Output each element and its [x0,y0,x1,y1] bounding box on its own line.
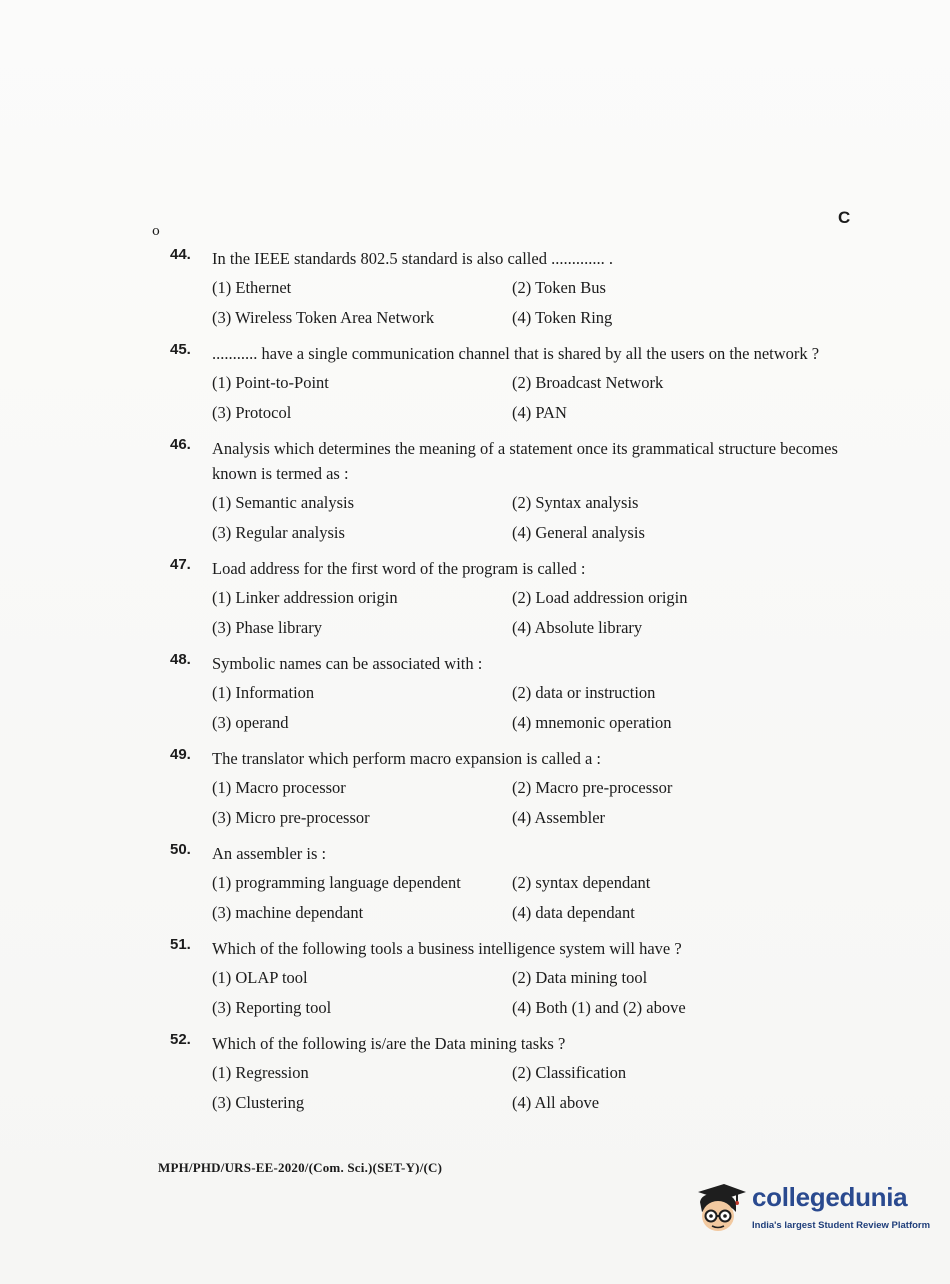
option-grid [212,680,860,736]
option: (2) Load addression origin [512,588,688,607]
option: (4) data dependant [512,903,635,922]
option: (2) Syntax analysis [512,493,639,512]
option: (4) All above [512,1093,600,1112]
question [170,341,860,426]
paper-code: MPH/PHD/URS-EE-2020/(Com. Sci.)(SET-Y)/(C) [158,1160,443,1175]
option: (3) Wireless Token Area Network [212,308,435,327]
question-number: 52. [170,1031,191,1048]
question-number: 45. [170,341,191,358]
option-grid [212,775,860,831]
option: (1) Regression [212,1063,309,1082]
option: (4) Absolute library [512,618,643,637]
option: (4) Token Ring [512,308,613,327]
question [170,556,860,641]
option: (1) OLAP tool [212,968,308,987]
option: (3) operand [212,713,289,732]
question [170,746,860,831]
corner-mark: o [152,224,160,239]
option-grid [212,585,860,641]
brand-name: collegedunia [752,1182,908,1212]
question-number: 44. [170,246,191,263]
question-text: Load address for the first word of the program is called : [212,559,586,578]
question-text: Which of the following is/are the Data mining tasks ? [212,1034,566,1053]
option: (2) Classification [512,1063,627,1082]
question-text: ........... have a single communication channel that is shared by all the users on the network ? [212,344,820,363]
option: (2) syntax dependant [512,873,651,892]
option-grid [212,870,860,926]
option: (4) PAN [512,403,567,422]
option: (3) Micro pre-processor [212,808,370,827]
option-grid [212,490,860,546]
question-number: 50. [170,841,191,858]
question-text: Which of the following tools a business intelligence system will have ? [212,939,682,958]
option: (2) Token Bus [512,278,606,297]
student-mascot-icon [690,1178,750,1238]
option: (4) General analysis [512,523,645,542]
option-grid [212,275,860,331]
question-text: An assembler is : [212,844,327,863]
option: (1) Point-to-Point [212,373,329,392]
option-grid [212,1060,860,1116]
option: (1) Macro processor [212,778,346,797]
option: (1) programming language dependent [212,873,461,892]
option: (3) machine dependant [212,903,364,922]
option-grid [212,370,860,426]
option: (4) Both (1) and (2) above [512,998,686,1017]
option: (2) Broadcast Network [512,373,664,392]
option: (3) Clustering [212,1093,305,1112]
option: (2) data or instruction [512,683,656,702]
option: (3) Reporting tool [212,998,332,1017]
question-number: 49. [170,746,191,763]
collegedunia-watermark [690,1178,930,1244]
option-grid [212,965,860,1021]
question-number: 47. [170,556,191,573]
option: (3) Phase library [212,618,322,637]
option: (3) Regular analysis [212,523,345,542]
question [170,936,860,1021]
question-number: 51. [170,936,191,953]
option: (1) Semantic analysis [212,493,355,512]
option: (1) Linker addression origin [212,588,398,607]
option: (2) Data mining tool [512,968,648,987]
option: (1) Ethernet [212,278,292,297]
question-text: Analysis which determines the meaning of a statement once its grammatical structure becomes known is termed as : [212,439,838,483]
set-code: C [838,208,851,227]
question-text: Symbolic names can be associated with : [212,654,483,673]
question [170,841,860,926]
option: (4) mnemonic operation [512,713,672,732]
question-number: 48. [170,651,191,668]
brand-tagline: India's largest Student Review Platform [752,1220,931,1231]
question-number: 46. [170,436,191,453]
question-text: The translator which perform macro expansion is called a : [212,749,601,768]
option: (2) Macro pre-processor [512,778,673,797]
option: (4) Assembler [512,808,606,827]
question-list [170,246,860,1126]
option: (3) Protocol [212,403,292,422]
question [170,436,860,546]
question [170,246,860,331]
question [170,1031,860,1116]
question [170,651,860,736]
question-text: In the IEEE standards 802.5 standard is also called ............. . [212,249,613,268]
option: (1) Information [212,683,315,702]
